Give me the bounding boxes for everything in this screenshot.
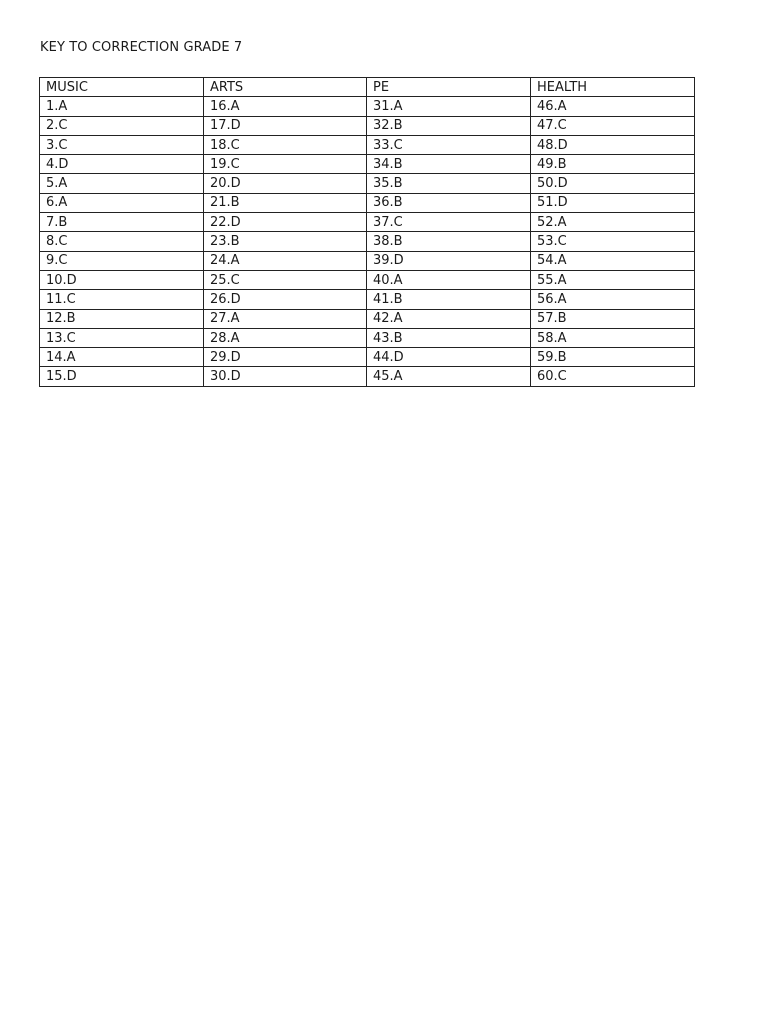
table-cell: 49.B — [531, 155, 695, 174]
table-cell: 12.B — [40, 309, 204, 328]
table-row — [40, 155, 695, 174]
table-cell: 36.B — [367, 193, 531, 212]
header-health: HEALTH — [531, 78, 695, 97]
table-cell: 28.A — [204, 328, 367, 347]
table-cell: 2.C — [40, 116, 204, 135]
table-cell: 21.B — [204, 193, 367, 212]
table-row — [40, 97, 695, 116]
header-pe: PE — [367, 78, 531, 97]
table-cell: 6.A — [40, 193, 204, 212]
table-cell: 19.C — [204, 155, 367, 174]
table-row — [40, 232, 695, 251]
table-row — [40, 270, 695, 289]
table-cell: 46.A — [531, 97, 695, 116]
header-arts: ARTS — [204, 78, 367, 97]
table-cell: 11.C — [40, 290, 204, 309]
table-cell: 38.B — [367, 232, 531, 251]
table-cell: 1.A — [40, 97, 204, 116]
table-cell: 14.A — [40, 348, 204, 367]
table-cell: 8.C — [40, 232, 204, 251]
table-cell: 16.A — [204, 97, 367, 116]
table-cell: 26.D — [204, 290, 367, 309]
table-cell: 23.B — [204, 232, 367, 251]
table-cell: 3.C — [40, 135, 204, 154]
table-cell: 25.C — [204, 270, 367, 289]
table-row — [40, 116, 695, 135]
table-cell: 53.C — [531, 232, 695, 251]
table-row — [40, 290, 695, 309]
table-cell: 20.D — [204, 174, 367, 193]
table-row — [40, 213, 695, 232]
table-cell: 17.D — [204, 116, 367, 135]
table-cell: 30.D — [204, 367, 367, 386]
table-row — [40, 135, 695, 154]
table-row — [40, 348, 695, 367]
table-cell: 32.B — [367, 116, 531, 135]
table-cell: 33.C — [367, 135, 531, 154]
table-cell: 48.D — [531, 135, 695, 154]
table-cell: 54.A — [531, 251, 695, 270]
table-cell: 34.B — [367, 155, 531, 174]
table-cell: 5.A — [40, 174, 204, 193]
table-cell: 50.D — [531, 174, 695, 193]
table-cell: 4.D — [40, 155, 204, 174]
table-cell: 37.C — [367, 213, 531, 232]
document-title: KEY TO CORRECTION GRADE 7 — [40, 40, 243, 55]
table-cell: 52.A — [531, 213, 695, 232]
table-row — [40, 251, 695, 270]
table-cell: 42.A — [367, 309, 531, 328]
table-cell: 58.A — [531, 328, 695, 347]
table-cell: 57.B — [531, 309, 695, 328]
table-cell: 22.D — [204, 213, 367, 232]
table-cell: 35.B — [367, 174, 531, 193]
table-cell: 31.A — [367, 97, 531, 116]
table-cell: 43.B — [367, 328, 531, 347]
answer-rows — [40, 97, 695, 386]
table-row — [40, 367, 695, 386]
table-cell: 24.A — [204, 251, 367, 270]
table-cell: 41.B — [367, 290, 531, 309]
table-cell: 27.A — [204, 309, 367, 328]
header-music: MUSIC — [40, 78, 204, 97]
table-cell: 59.B — [531, 348, 695, 367]
table-row — [40, 193, 695, 212]
table-cell: 9.C — [40, 251, 204, 270]
table-header-row — [40, 78, 695, 97]
table-row — [40, 328, 695, 347]
table-cell: 44.D — [367, 348, 531, 367]
table-cell: 60.C — [531, 367, 695, 386]
table-cell: 7.B — [40, 213, 204, 232]
table-cell: 29.D — [204, 348, 367, 367]
table-cell: 39.D — [367, 251, 531, 270]
table-cell: 10.D — [40, 270, 204, 289]
table-cell: 15.D — [40, 367, 204, 386]
table-cell: 13.C — [40, 328, 204, 347]
table-row — [40, 309, 695, 328]
table-cell: 45.A — [367, 367, 531, 386]
table-cell: 40.A — [367, 270, 531, 289]
table-cell: 55.A — [531, 270, 695, 289]
table-row — [40, 174, 695, 193]
answer-key-table — [39, 77, 695, 387]
table-cell: 47.C — [531, 116, 695, 135]
table-cell: 18.C — [204, 135, 367, 154]
table-cell: 51.D — [531, 193, 695, 212]
table-cell: 56.A — [531, 290, 695, 309]
